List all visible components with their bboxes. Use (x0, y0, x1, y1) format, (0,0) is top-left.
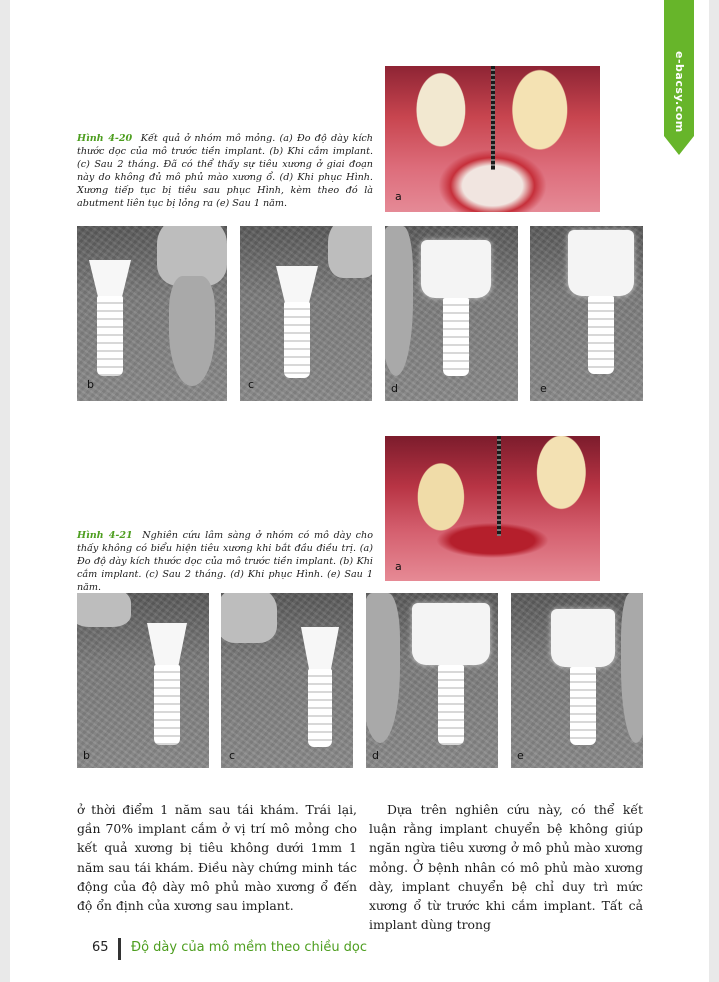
chapter-title: Độ dày của mô mềm theo chiều dọc (131, 940, 368, 955)
fig21-panel-label-a: a (395, 560, 402, 573)
fig21-xray-b (77, 593, 209, 768)
tooth-root (385, 226, 413, 376)
fig21-panel-label-d: d (372, 749, 379, 762)
fig20-photo-a (385, 66, 600, 212)
tooth-root (366, 593, 400, 743)
implant-fixture (443, 298, 469, 376)
implant-crown (421, 240, 491, 298)
fig21-xray-d (366, 593, 498, 768)
tooth-root (621, 593, 643, 743)
fig20-xray-e (530, 226, 643, 401)
fig20-label: Hình 4-20 (77, 133, 133, 144)
fig21-caption (77, 529, 373, 594)
fig20-panel-label-d: d (391, 382, 398, 395)
fig21-text: Nghiên cứu lâm sàng ở nhóm có mô dày cho thấy không có biểu hiện tiêu xương khi bắt đầu điều trị. (a) Đo độ dày kích thước dọc của mô trước tiền implant. (b) Khi cắm implant. (c) Sau 2 tháng. (d) Khi phục Hình. (e) Sau 1 năm. (77, 530, 373, 594)
fig20-panel-label-a: a (395, 190, 402, 203)
fig21-panel-label-c: c (229, 749, 236, 762)
tooth-root (169, 276, 215, 386)
fig21-panel-label-e: e (517, 749, 524, 762)
fig20-caption (77, 132, 373, 211)
implant-fixture (154, 665, 180, 745)
natural-tooth (221, 593, 277, 643)
fig21-xray-c (221, 593, 353, 768)
abutment (147, 623, 187, 667)
natural-tooth (77, 593, 131, 627)
fig20-xray-d (385, 226, 518, 401)
page-number: 65 (92, 940, 109, 955)
implant-fixture (588, 296, 614, 374)
footer-divider (118, 938, 121, 960)
fig21-label: Hình 4-21 (77, 530, 133, 541)
fig20-text: Kết quả ở nhóm mô mỏng. (a) Đo độ dày kích thước dọc của mô trước tiền implant. (b) Khi cắm implant. (c) Sau 2 tháng. Đã có thể thấy sự tiêu xương ở giai đoạn này do không đủ mô phủ mào xương ổ. (d) Khi phục Hình. Xương tiếp tục bị tiêu sau phục Hình, kèm theo đó là abutment liên tục bị lỏng ra (e) Sau 1 năm. (77, 133, 373, 210)
implant-crown (568, 230, 634, 296)
periodontal-probe (491, 66, 495, 170)
fig20-panel-label-e: e (540, 382, 547, 395)
implant-fixture (438, 665, 464, 745)
implant-crown (551, 609, 615, 667)
periodontal-probe (497, 436, 501, 536)
fig20-xray-b (77, 226, 227, 401)
body-column-left: ở thời điểm 1 năm sau tái khám. Trái lại, gần 70% implant cắm ở vị trí mô mỏng cho kết quả xương bị tiêu không dưới 1mm 1 năm sau tái khám. Điều này chứng minh tác động của độ dày mô phủ mào xương ổ đến độ ổn định của xương sau implant. (77, 802, 357, 914)
implant-fixture (570, 667, 596, 745)
fig20-panel-label-b: b (87, 378, 94, 391)
implant-fixture (284, 302, 310, 378)
brand-logo: e-bacsy.com (673, 51, 686, 133)
body-column-right: Dựa trên nghiên cứu này, có thể kết luận rằng implant chuyển bệ không giúp ngăn ngừa tiêu xương ở mô phủ mào xương mỏng. Ở bệnh nhân có mô phủ mào xương dày, implant chuyển bệ chỉ duy trì mức xương ổ từ trước khi cắm implant. Tất cả implant dùng trong (369, 802, 643, 933)
natural-tooth (328, 226, 372, 278)
fig21-panel-label-b: b (83, 749, 90, 762)
implant-fixture (97, 296, 123, 376)
fig20-panel-label-c: c (248, 378, 255, 391)
abutment (89, 260, 131, 298)
fig21-xray-e (511, 593, 643, 768)
fig21-photo-a (385, 436, 600, 581)
abutment (301, 627, 339, 671)
implant-crown (412, 603, 490, 665)
implant-fixture (308, 669, 332, 747)
fig20-xray-c (240, 226, 372, 401)
abutment (276, 266, 318, 304)
